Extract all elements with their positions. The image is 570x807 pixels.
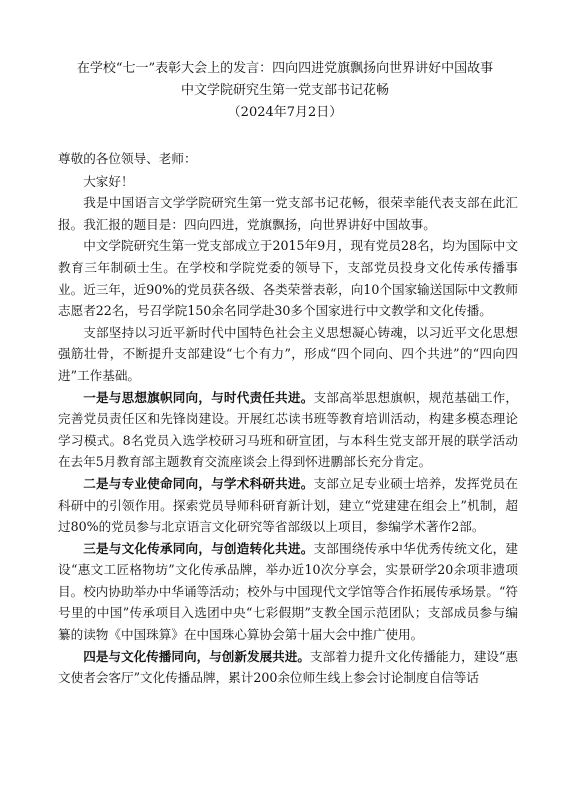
paragraph-intro: 我是中国语言文学学院研究生第一党支部书记花畅，很荣幸能代表支部在此汇报。我汇报的题目是：四向四进，党旗飘扬，向世界讲好中国故事。 [58, 195, 518, 232]
salutation: 尊敬的各位领导、老师： [58, 151, 197, 166]
paragraph-point-two [58, 473, 518, 538]
point-four-heading: 四是与文化传播同向，与创新发展共进。 [83, 648, 310, 664]
speech-title: 在学校“七一”表彰大会上的发言：四向四进党旗飘扬向世界讲好中国故事 [76, 61, 494, 76]
point-three-heading: 三是与文化传承同向，与创造转化共进。 [83, 540, 314, 556]
point-two-heading: 二是与专业使命同向，与学术科研共进。 [83, 475, 314, 491]
point-two-text: 支部立足专业硕士培养，发挥党员在科研中的引领作用。探索党员导师科研育新计划，建立“党建建在组会上”机制，超过80%的党员参与北京语言文化研究等省部级以上项目，参编学术著作2部。 [58, 475, 519, 535]
paragraph-point-four [58, 646, 518, 689]
paragraph-point-three [58, 538, 518, 646]
title-block [0, 58, 570, 124]
paragraph-point-one [58, 387, 518, 473]
date-line: （2024年7月2日） [227, 105, 343, 120]
greeting: 大家好！ [83, 173, 134, 189]
paragraph-guiding-thought: 支部坚持以习近平新时代中国特色社会主义思想凝心铸魂，以习近平文化思想强筋壮骨，不断提升支部建设“七个有力”，形成“四个同向、四个共进”的“四向四进”工作基础。 [58, 324, 518, 383]
point-one-heading: 一是与思想旗帜同向，与时代责任共进。 [83, 389, 314, 405]
speech-body [58, 148, 518, 689]
point-one-text: 支部高举思想旗帜，规范基础工作，完善党员责任区和先锋岗建设。开展红芯读书班等教育培训活动，构建多模态理论学习模式。8名党员入选学校研习马班和研宣团，与本科生党支部开展的联学活动在去年5月教育部主题教育交流座谈会上得到怀进鹏部长充分肯定。 [58, 389, 519, 470]
speaker-line: 中文学院研究生第一党支部书记花畅 [180, 83, 389, 98]
point-four-text: 支部着力提升文化传播能力，建设“惠文使者会客厅”文化传播品牌，累计200余位师生线上参会讨论制度自信等话 [58, 648, 518, 686]
paragraph-branch-overview: 中文学院研究生第一党支部成立于2015年9月，现有党员28名，均为国际中文教育三年制硕士生。在学校和学院党委的领导下，支部党员投身文化传承传播事业。近三年，近90%的党员获各级、各类荣誉表彰，向10个国家输送国际中文教师志愿者22名，号召学院150余名同学赴30多个国家进行中文教学和文化传播。 [58, 238, 518, 319]
point-three-text: 支部围绕传承中华优秀传统文化，建设“惠文工匠格物坊”文化传承品牌，举办近10次分享会，实景研学20余项非遗项目。校内协助举办中华诵等活动；校外与中国现代文学馆等合作拓展传承场景。“符号里的中国”传承项目入选团中央“七彩假期”支教全国示范团队；支部成员参与编纂的读物《中国珠算》在中国珠心算协会第十届大会中推广使用。 [58, 540, 519, 643]
